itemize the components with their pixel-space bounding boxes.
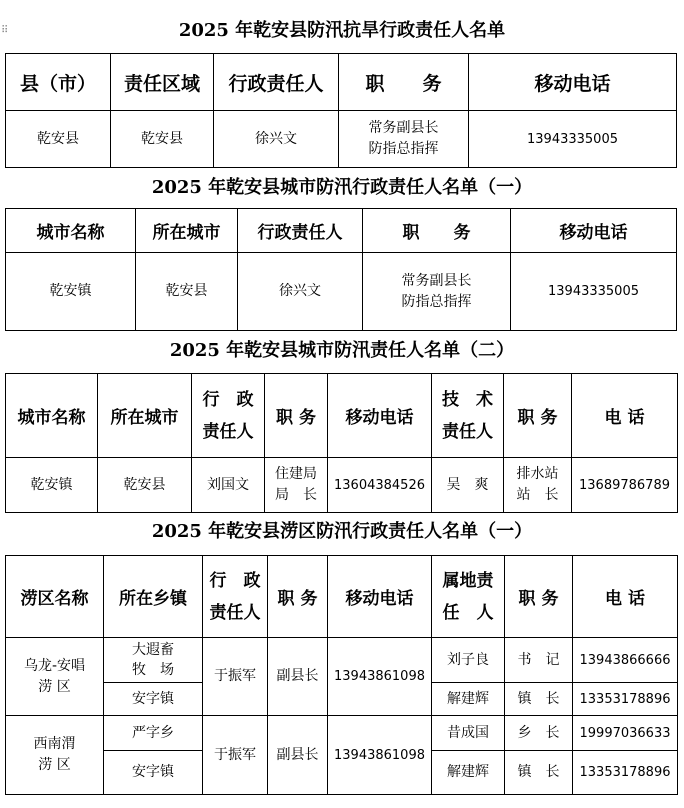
cell-local-person: 昔成国 — [432, 716, 505, 751]
section-4-table — [5, 555, 678, 795]
cell-area: 乾安县 — [111, 111, 214, 168]
header-admin-person: 行政责任人 — [214, 54, 339, 111]
cell-flood-area: 西南渭 涝 区 — [6, 716, 104, 795]
cell-person: 刘国文 — [192, 458, 265, 513]
header-mobile: 移动电话 — [328, 556, 432, 638]
cell-tech-person: 吴 爽 — [432, 458, 504, 513]
cell-person: 徐兴文 — [238, 253, 363, 331]
header-city-located: 所在城市 — [98, 374, 192, 458]
cell-local-person: 解建辉 — [432, 683, 505, 716]
section-4-title: 2025 年乾安县涝区防汛行政责任人名单（一） — [151, 521, 533, 542]
header-area: 责任区域 — [111, 54, 214, 111]
section-1-table — [5, 53, 677, 168]
header-position: 职 务 — [265, 374, 328, 458]
cell-local-position: 书 记 — [505, 638, 573, 683]
header-township: 所在乡镇 — [104, 556, 203, 638]
header-mobile: 移动电话 — [511, 209, 677, 253]
header-mobile: 移动电话 — [469, 54, 677, 111]
cell-local-person: 刘子良 — [432, 638, 505, 683]
header-phone: 电 话 — [572, 374, 678, 458]
table-row — [6, 638, 678, 683]
cell-person: 徐兴文 — [214, 111, 339, 168]
cell-mobile: 13943335005 — [511, 253, 677, 331]
cell-local-position: 乡 长 — [505, 716, 573, 751]
cell-city-located: 乾安县 — [136, 253, 238, 331]
header-county: 县（市） — [6, 54, 111, 111]
cell-township: 大遐畜 牧 场 — [104, 638, 203, 683]
section-2-table — [5, 208, 677, 331]
header-city-name: 城市名称 — [6, 374, 98, 458]
cell-phone: 13353178896 — [573, 683, 678, 716]
header-phone: 电 话 — [573, 556, 678, 638]
table-header-row — [6, 556, 678, 638]
header-tech-person: 技 术 责任人 — [432, 374, 504, 458]
drag-handle-icon[interactable]: ⠿ — [1, 25, 9, 36]
cell-local-position: 镇 长 — [505, 751, 573, 795]
cell-local-person: 解建辉 — [432, 751, 505, 795]
cell-phone: 13943866666 — [573, 638, 678, 683]
header-city-name: 城市名称 — [6, 209, 136, 253]
header-tech-position: 职 务 — [504, 374, 572, 458]
cell-person: 于振军 — [203, 638, 268, 716]
table-row — [6, 716, 678, 751]
cell-position: 常务副县长 防指总指挥 — [339, 111, 469, 168]
header-position: 职 务 — [339, 54, 469, 111]
header-city-located: 所在城市 — [136, 209, 238, 253]
cell-phone: 19997036633 — [573, 716, 678, 751]
cell-local-position: 镇 长 — [505, 683, 573, 716]
table-header-row — [6, 54, 677, 111]
header-local-person: 属地责 任 人 — [432, 556, 505, 638]
header-position: 职 务 — [268, 556, 328, 638]
cell-mobile: 13943335005 — [469, 111, 677, 168]
cell-mobile: 13604384526 — [328, 458, 432, 513]
cell-position: 常务副县长 防指总指挥 — [363, 253, 511, 331]
header-local-position: 职 务 — [505, 556, 573, 638]
section-3-table — [5, 373, 678, 513]
table-header-row — [6, 374, 678, 458]
header-position: 职 务 — [363, 209, 511, 253]
section-3-title: 2025 年乾安县城市防汛责任人名单（二） — [169, 340, 515, 361]
cell-township: 安字镇 — [104, 751, 203, 795]
table-row — [6, 111, 677, 168]
cell-mobile: 13943861098 — [328, 716, 432, 795]
cell-flood-area: 乌龙-安唱 涝 区 — [6, 638, 104, 716]
table-row — [6, 253, 677, 331]
header-admin-person: 行 政 责任人 — [192, 374, 265, 458]
cell-city-name: 乾安镇 — [6, 253, 136, 331]
cell-position: 副县长 — [268, 638, 328, 716]
cell-position: 住建局 局 长 — [265, 458, 328, 513]
header-admin-person: 行 政 责任人 — [203, 556, 268, 638]
header-mobile: 移动电话 — [328, 374, 432, 458]
cell-person: 于振军 — [203, 716, 268, 795]
cell-city-located: 乾安县 — [98, 458, 192, 513]
cell-mobile: 13943861098 — [328, 638, 432, 716]
cell-phone: 13689786789 — [572, 458, 678, 513]
cell-phone: 13353178896 — [573, 751, 678, 795]
table-header-row — [6, 209, 677, 253]
section-2-title: 2025 年乾安县城市防汛行政责任人名单（一） — [151, 177, 533, 198]
section-1-title: 2025 年乾安县防汛抗旱行政责任人名单 — [178, 20, 506, 41]
cell-tech-position: 排水站 站 长 — [504, 458, 572, 513]
cell-township: 严字乡 — [104, 716, 203, 751]
cell-township: 安字镇 — [104, 683, 203, 716]
cell-county: 乾安县 — [6, 111, 111, 168]
header-admin-person: 行政责任人 — [238, 209, 363, 253]
header-flood-area: 涝区名称 — [6, 556, 104, 638]
cell-position: 副县长 — [268, 716, 328, 795]
cell-city-name: 乾安镇 — [6, 458, 98, 513]
table-row — [6, 458, 678, 513]
